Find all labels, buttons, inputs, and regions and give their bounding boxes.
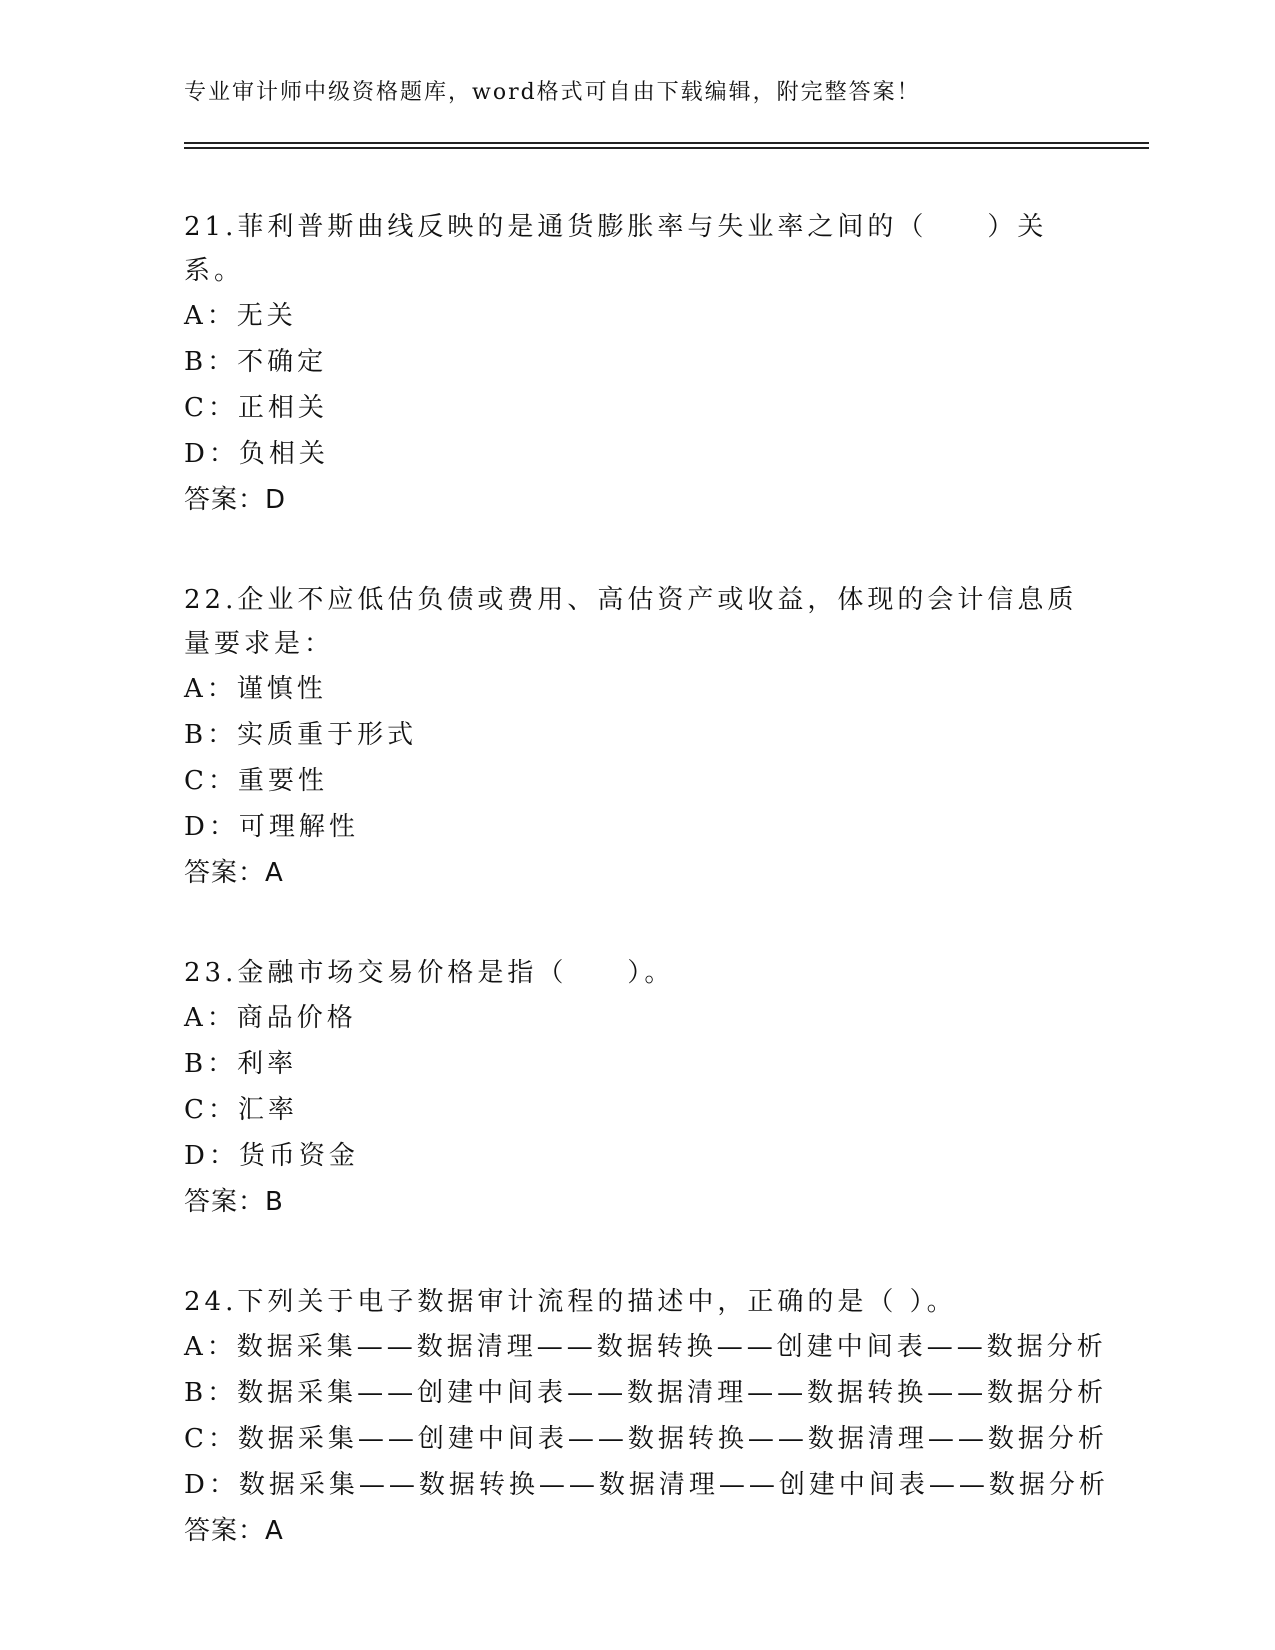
option-b: B：数据采集——创建中间表——数据清理——数据转换——数据分析 xyxy=(184,1378,1108,1408)
question-stem: 24.下列关于电子数据审计流程的描述中，正确的是（ ）。 xyxy=(184,1287,957,1317)
answer-line: 答案：D xyxy=(184,485,287,515)
option-a: A：商品价格 xyxy=(184,1003,357,1033)
header-divider-secondary xyxy=(184,147,1149,149)
option-c: C：重要性 xyxy=(184,766,328,796)
option-d: D：货币资金 xyxy=(184,1141,359,1171)
question-stem: 21.菲利普斯曲线反映的是通货膨胀率与失业率之间的（ ）关系。 xyxy=(184,212,1048,286)
option-b: B：实质重于形式 xyxy=(184,720,418,750)
option-c: C：汇率 xyxy=(184,1095,298,1125)
option-b: B：不确定 xyxy=(184,347,328,377)
option-a: A：数据采集——数据清理——数据转换——创建中间表——数据分析 xyxy=(184,1332,1107,1362)
option-c: C：数据采集——创建中间表——数据转换——数据清理——数据分析 xyxy=(184,1424,1108,1454)
option-d: D：负相关 xyxy=(184,439,329,469)
question-21 xyxy=(184,205,1084,523)
page-header: 专业审计师中级资格题库，word格式可自由下载编辑，附完整答案！ xyxy=(184,80,921,105)
question-stem: 23.金融市场交易价格是指（ ）。 xyxy=(184,958,675,988)
question-stem: 22.企业不应低估负债或费用、高估资产或收益，体现的会计信息质量要求是： xyxy=(184,585,1078,659)
answer-line: 答案：A xyxy=(184,858,284,888)
option-b: B：利率 xyxy=(184,1049,298,1079)
answer-line: 答案：B xyxy=(184,1187,284,1217)
question-22 xyxy=(184,578,1084,896)
option-a: A：无关 xyxy=(184,301,297,331)
question-list xyxy=(184,205,1109,1609)
question-24 xyxy=(184,1280,1109,1554)
answer-line: 答案：A xyxy=(184,1516,284,1546)
option-d: D：可理解性 xyxy=(184,812,359,842)
option-a: A：谨慎性 xyxy=(184,674,327,704)
option-c: C：正相关 xyxy=(184,393,328,423)
question-23 xyxy=(184,951,1084,1225)
option-d: D：数据采集——数据转换——数据清理——创建中间表——数据分析 xyxy=(184,1470,1109,1500)
header-divider xyxy=(184,142,1149,144)
